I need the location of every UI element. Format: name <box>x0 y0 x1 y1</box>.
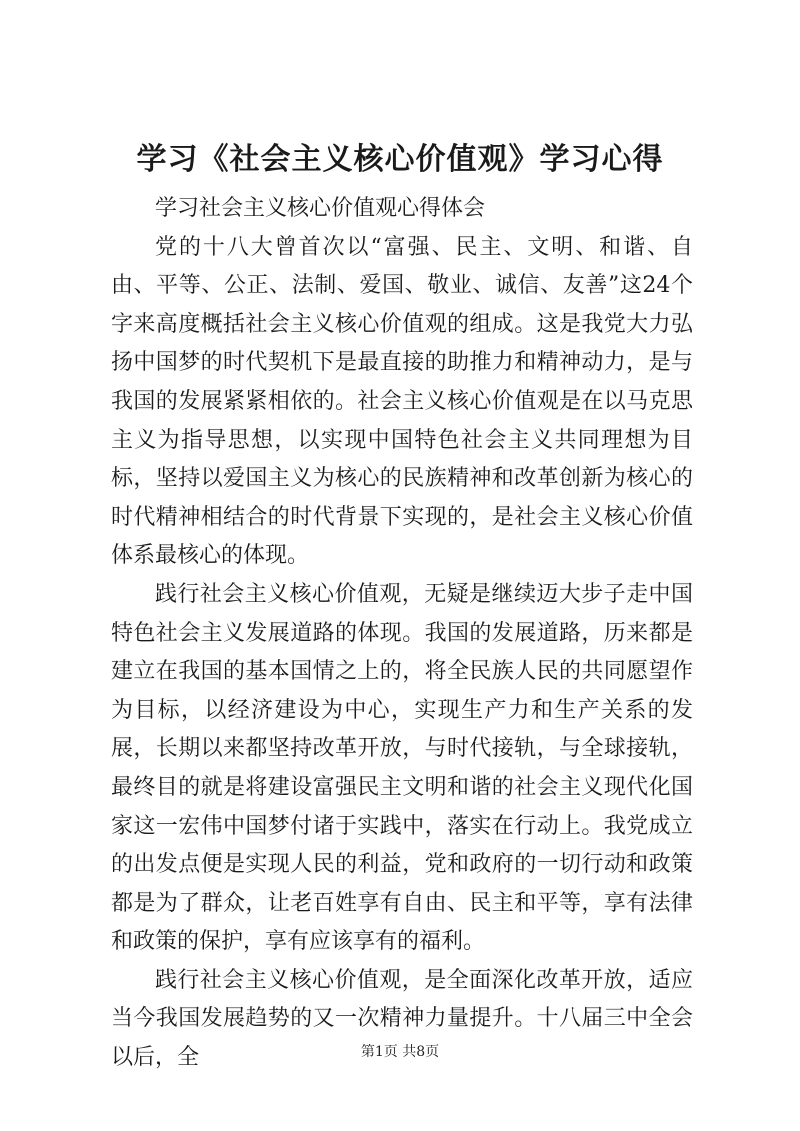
subtitle-paragraph: 学习社会主义核心价值观心得体会 <box>155 196 486 221</box>
page-number-footer: 第1页 共8页 <box>360 1044 440 1060</box>
document-title: 学习《社会主义核心价值观》学习心得 <box>136 142 664 177</box>
body-paragraph: 践行社会主义核心价值观，是全面深化改革开放，适应当今我国发展趋势的又一次精神力量提升。十八届三中全会以后，全 <box>111 967 693 1071</box>
body-paragraph: 党的十八大曾首次以“富强、民主、文明、和谐、自由、平等、公正、法制、爱国、敬业、诚信、友善”这24个字来高度概括社会主义核心价值观的组成。这是我党大力弘扬中国梦的时代契机下是最直接的助推力和精神动力，是与我国的发展紧紧相依的。社会主义核心价值观是在以马克思主义为指导思想，以实现中国特色社会主义共同理想为目标，坚持以爱国主义为核心的民族精神和改革创新为核心的时代精神相结合的时代背景下实现的，是社会主义核心价值体系最核心的体现。 <box>111 234 693 569</box>
document-body <box>111 190 693 1078</box>
body-paragraph: 践行社会主义核心价值观，无疑是继续迈大步子走中国特色社会主义发展道路的体现。我国的发展道路，历来都是建立在我国的基本国情之上的，将全民族人民的共同愿望作为目标，以经济建设为中心，实现生产力和生产关系的发展，长期以来都坚持改革开放，与时代接轨，与全球接轨，最终目的就是将建设富强民主文明和谐的社会主义现代化国家这一宏伟中国梦付诸于实践中，落实在行动上。我党成立的出发点便是实现人民的利益，党和政府的一切行动和政策都是为了群众，让老百姓享有自由、民主和平等，享有法律和政策的保护，享有应该享有的福利。 <box>111 581 693 955</box>
